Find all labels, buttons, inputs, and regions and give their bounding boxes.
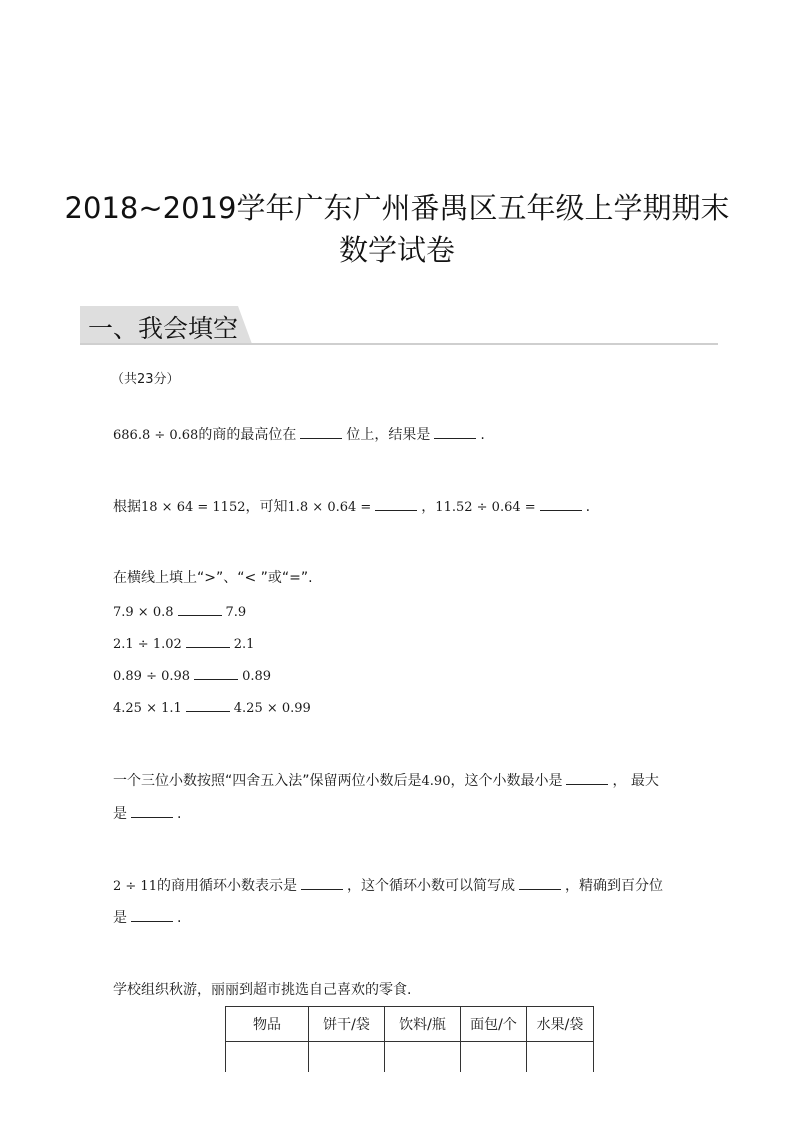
table-cell [309, 1042, 385, 1073]
question-4-line-1 [113, 770, 659, 792]
question-5-line-2 [113, 907, 181, 928]
answer-blank[interactable] [178, 601, 222, 616]
q5-expression: 2 ÷ 11 [113, 879, 157, 894]
q2-prefix: 根据 [113, 499, 141, 515]
question-4-line-2 [113, 803, 181, 824]
section-header [80, 306, 718, 346]
comparison-left: 4.25 × 1.1 [113, 701, 182, 716]
q5-text-c: ，精确到百分位 [564, 878, 663, 894]
answer-blank[interactable] [194, 665, 238, 680]
q1-end: . [480, 427, 485, 443]
q5-text-d: 是 [113, 910, 127, 926]
table-header-row [226, 1007, 594, 1042]
table-header-cell: 饼干/袋 [309, 1007, 385, 1042]
answer-blank[interactable] [540, 496, 582, 511]
answer-blank[interactable] [186, 697, 230, 712]
q5-text-b: ，这个循环小数可以简写成 [346, 878, 515, 894]
answer-blank[interactable] [375, 496, 417, 511]
snack-price-table [225, 1006, 594, 1072]
q1-text-a: 的商的最高位在 [198, 427, 297, 443]
section-rule [80, 343, 718, 345]
q2-end: . [585, 499, 591, 515]
q5-text-a: 的商用循环小数表示是 [156, 878, 297, 894]
q4-text-b: ，这个小数最小是 [450, 773, 563, 789]
table-header-cell: 物品 [226, 1007, 309, 1042]
exam-title-line-2: 数学试卷 [338, 233, 455, 267]
table-cell [461, 1042, 527, 1073]
comparison-row [113, 665, 271, 687]
comparison-right: 2.1 [233, 637, 255, 652]
comparison-row [113, 697, 311, 719]
q2-expr-1: 1.8 × 0.64 = [287, 500, 372, 515]
table-header-cell: 饮料/瓶 [385, 1007, 461, 1042]
section-heading: 一、我会填空 [88, 314, 239, 343]
answer-blank[interactable] [519, 875, 561, 890]
q4-text-a: 一个三位小数按照“四舍五入法”保留两位小数后是 [113, 773, 422, 789]
q4-text-d: 是 [113, 806, 127, 822]
answer-blank[interactable] [566, 770, 608, 785]
q2-expr-2: 11.52 ÷ 0.64 = [435, 500, 536, 515]
answer-blank[interactable] [131, 907, 173, 922]
q3-intro: 在横线上填上“>”、“< ”或“=”. [113, 570, 313, 586]
comparison-right: 0.89 [242, 669, 272, 684]
comparison-right: 4.25 × 0.99 [233, 701, 311, 716]
comparison-left: 2.1 ÷ 1.02 [113, 637, 182, 652]
exam-title-line-1: 2018~2019学年广东广州番禺区五年级上学期期末 [64, 191, 730, 225]
table-row [226, 1042, 594, 1073]
comparison-right: 7.9 [225, 605, 247, 620]
answer-blank[interactable] [301, 875, 343, 890]
comparison-row [113, 633, 254, 655]
table-cell [527, 1042, 594, 1073]
q1-text-b: 位上，结果是 [346, 427, 431, 443]
q4-end: . [177, 806, 182, 822]
comparison-row [113, 601, 246, 623]
q1-expression: 686.8 ÷ 0.68 [113, 428, 199, 443]
answer-blank[interactable] [300, 424, 342, 439]
q2-mid: ，可知 [245, 499, 288, 515]
q4-value: 4.90 [421, 774, 451, 789]
answer-blank[interactable] [186, 633, 230, 648]
q5-end: . [177, 910, 182, 926]
question-5-line-1 [113, 875, 663, 897]
comparison-left: 0.89 ÷ 0.98 [113, 669, 191, 684]
section-score: （共23分） [111, 372, 180, 387]
q6-intro: 学校组织秋游，丽丽到超市挑选自己喜欢的零食. [113, 982, 412, 998]
answer-blank[interactable] [131, 803, 173, 818]
comparison-left: 7.9 × 0.8 [113, 605, 174, 620]
q4-text-c: ， 最大 [612, 773, 659, 789]
table-cell [226, 1042, 309, 1073]
answer-blank[interactable] [434, 424, 476, 439]
question-1 [113, 424, 485, 446]
table-cell [385, 1042, 461, 1073]
q2-comma: ， [421, 499, 436, 515]
table-header-cell: 面包/个 [461, 1007, 527, 1042]
question-2 [113, 496, 590, 518]
table-header-cell: 水果/袋 [527, 1007, 594, 1042]
q2-given: 18 × 64 = 1152 [141, 500, 246, 515]
